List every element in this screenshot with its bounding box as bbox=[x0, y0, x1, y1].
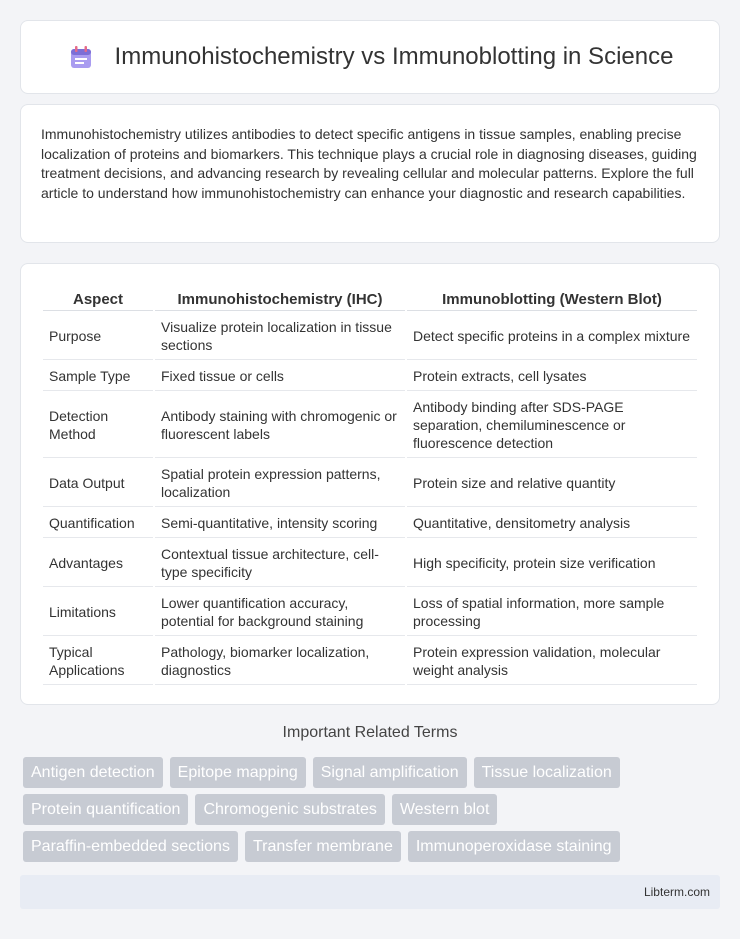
table-cell: Sample Type bbox=[43, 362, 153, 391]
comparison-table-card bbox=[20, 263, 720, 705]
table-cell: Detection Method bbox=[43, 393, 153, 458]
table-cell: Lower quantification accuracy, potential for background staining bbox=[155, 589, 405, 636]
table-cell: Quantification bbox=[43, 509, 153, 538]
table-row bbox=[43, 362, 697, 391]
table-cell: Loss of spatial information, more sample processing bbox=[407, 589, 697, 636]
table-header-row bbox=[43, 286, 697, 311]
table-cell: Detect specific proteins in a complex mixture bbox=[407, 313, 697, 360]
footer-site-link[interactable]: Libterm.com bbox=[643, 885, 710, 899]
tag-row bbox=[23, 757, 723, 788]
related-term-tag[interactable]: Paraffin-embedded sections bbox=[23, 831, 238, 862]
table-cell: Typical Applications bbox=[43, 638, 153, 685]
calendar-icon bbox=[67, 43, 95, 71]
table-cell: Protein size and relative quantity bbox=[407, 460, 697, 507]
tag-row bbox=[23, 794, 723, 825]
related-term-tag[interactable]: Signal amplification bbox=[313, 757, 467, 788]
footer bbox=[20, 875, 720, 909]
table-row bbox=[43, 313, 697, 360]
table-cell: Semi-quantitative, intensity scoring bbox=[155, 509, 405, 538]
related-term-tag[interactable]: Antigen detection bbox=[23, 757, 163, 788]
column-header-western-blot: Immunoblotting (Western Blot) bbox=[407, 286, 697, 311]
table-cell: Data Output bbox=[43, 460, 153, 507]
related-terms-title: Important Related Terms bbox=[282, 724, 458, 741]
related-term-tag[interactable]: Protein quantification bbox=[23, 794, 188, 825]
related-term-tag[interactable]: Tissue localization bbox=[474, 757, 620, 788]
table-cell: Antibody binding after SDS-PAGE separation, chemiluminescence or fluorescence detection bbox=[407, 393, 697, 458]
table-cell: Limitations bbox=[43, 589, 153, 636]
related-terms-list bbox=[23, 757, 723, 868]
intro-text: Immunohistochemistry utilizes antibodies to detect specific antigens in tissue samples, enabling precise localization of proteins and biomarkers. This technique plays a crucial role in diagnosing diseases, guiding treatment decisions, and advancing research by revealing cellular and molecular patterns. Explore the full article to understand how immunohistochemistry can enhance your diagnostic and research capabilities. bbox=[41, 126, 697, 201]
related-term-tag[interactable]: Immunoperoxidase staining bbox=[408, 831, 620, 862]
table-cell: Advantages bbox=[43, 540, 153, 587]
table-row bbox=[43, 509, 697, 538]
table-cell: Pathology, biomarker localization, diagnostics bbox=[155, 638, 405, 685]
page-title: Immunohistochemistry vs Immunoblotting in Science bbox=[114, 43, 674, 70]
table-row bbox=[43, 460, 697, 507]
table-row bbox=[43, 540, 697, 587]
table-cell: Quantitative, densitometry analysis bbox=[407, 509, 697, 538]
table-cell: Purpose bbox=[43, 313, 153, 360]
table-row bbox=[43, 638, 697, 685]
column-header-aspect: Aspect bbox=[43, 286, 153, 311]
table-cell: High specificity, protein size verification bbox=[407, 540, 697, 587]
related-term-tag[interactable]: Chromogenic substrates bbox=[195, 794, 384, 825]
table-row bbox=[43, 589, 697, 636]
table-cell: Protein extracts, cell lysates bbox=[407, 362, 697, 391]
table-cell: Visualize protein localization in tissue sections bbox=[155, 313, 405, 360]
table-row bbox=[43, 393, 697, 458]
table-cell: Protein expression validation, molecular weight analysis bbox=[407, 638, 697, 685]
related-term-tag[interactable]: Transfer membrane bbox=[245, 831, 401, 862]
related-term-tag[interactable]: Epitope mapping bbox=[170, 757, 306, 788]
table-cell: Contextual tissue architecture, cell-type specificity bbox=[155, 540, 405, 587]
table-cell: Fixed tissue or cells bbox=[155, 362, 405, 391]
table-cell: Spatial protein expression patterns, localization bbox=[155, 460, 405, 507]
tag-row bbox=[23, 831, 723, 862]
table-cell: Antibody staining with chromogenic or fluorescent labels bbox=[155, 393, 405, 458]
header-card bbox=[20, 20, 720, 94]
intro-card bbox=[20, 104, 720, 243]
related-term-tag[interactable]: Western blot bbox=[392, 794, 498, 825]
column-header-ihc: Immunohistochemistry (IHC) bbox=[155, 286, 405, 311]
comparison-table bbox=[41, 284, 699, 687]
